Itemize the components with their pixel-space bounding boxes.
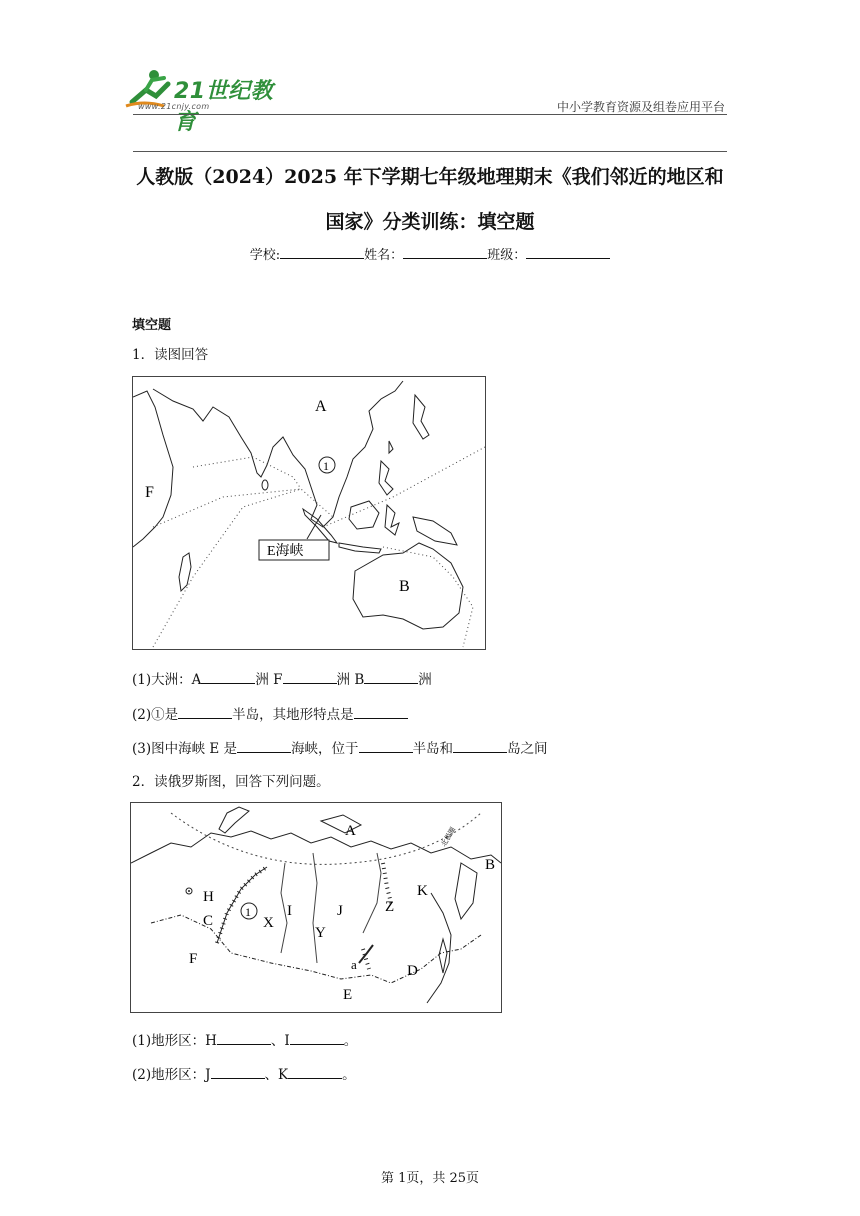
blank-continent-B[interactable]	[364, 669, 418, 684]
question-1-prompt: 1．读图回答	[132, 347, 209, 363]
blank-continent-A[interactable]	[201, 669, 255, 684]
map2-label-C: C	[203, 913, 214, 929]
river-lena	[363, 853, 381, 933]
q1-s3-text-c: 半岛和	[412, 741, 454, 757]
map2-label-Y: Y	[315, 925, 326, 941]
map1-label-A: A	[315, 398, 327, 415]
map2-label-E: E	[343, 987, 353, 1003]
q1-sub-2	[132, 703, 408, 723]
q1-s1-text-a: (1)大洲：A	[132, 672, 202, 688]
map1-label-B: B	[399, 578, 410, 595]
blank-strait-island[interactable]	[453, 738, 507, 753]
map2-label-H: H	[203, 889, 214, 905]
map1-strait-label: E海峡	[267, 544, 304, 559]
title-rule	[133, 151, 727, 152]
philippines	[379, 461, 393, 495]
map2-arctic-label: 北极圈	[439, 825, 458, 848]
ural-mountains	[217, 867, 267, 943]
q1-s1-text-c: 洲 B	[336, 672, 365, 688]
map-1-drawing	[133, 377, 485, 649]
q2-sub-2	[132, 1063, 356, 1083]
kamchatka	[455, 863, 477, 919]
taiwan	[389, 441, 393, 453]
map2-label-A: A	[345, 823, 356, 839]
q1-s3-text-a: (3)图中海峡 E 是	[132, 741, 238, 757]
q2-s2-text-a: (2)地形区：J	[132, 1067, 211, 1083]
class-label: 班级：	[487, 248, 527, 263]
madagascar	[179, 553, 191, 591]
ural-mountains-hatch	[217, 867, 267, 943]
q1-s1-text-b: 洲 F	[255, 672, 283, 688]
q1-s2-text-b: 半岛，其地形特点是	[232, 707, 354, 723]
borneo	[349, 501, 379, 529]
page-number: 第 1页，共 25页	[380, 1171, 480, 1186]
blank-terrain-feature[interactable]	[354, 704, 408, 719]
pacific-coast	[427, 893, 451, 1003]
sulawesi	[385, 505, 399, 535]
logo-url: www.21cnjy.com	[138, 102, 210, 111]
map-2-drawing	[131, 803, 501, 1012]
blank-landform-I[interactable]	[290, 1030, 344, 1045]
sakhalin	[439, 939, 447, 973]
map2-label-I: I	[287, 903, 292, 919]
shipping-route-2	[153, 489, 301, 527]
name-label: 姓名：	[364, 248, 404, 263]
blank-landform-K[interactable]	[288, 1064, 342, 1079]
map2-label-X: X	[263, 915, 274, 931]
map2-label-D: D	[407, 963, 418, 979]
blank-strait-peninsula[interactable]	[359, 738, 413, 753]
q2-sub-1	[132, 1029, 357, 1049]
map2-label-Z: Z	[385, 899, 395, 915]
q2-s1-text-b: 、I	[270, 1033, 290, 1049]
blank-peninsula[interactable]	[178, 704, 232, 719]
river-yenisei	[313, 853, 317, 963]
blank-landform-J[interactable]	[211, 1064, 265, 1079]
q1-s1-text-d: 洲	[418, 672, 432, 688]
moscow-marker-dot	[188, 890, 190, 892]
q2-s2-text-c: 。	[342, 1067, 356, 1083]
java	[339, 543, 381, 553]
q1-s3-text-b: 海峡，位于	[291, 741, 359, 757]
student-info-line	[133, 244, 727, 263]
verkhoyansk-mountains	[383, 863, 391, 903]
question-2-prompt: 2．读俄罗斯图，回答下列问题。	[132, 774, 330, 790]
shipping-route-3	[193, 457, 301, 489]
q1-s3-text-d: 岛之间	[507, 741, 548, 757]
shipping-route-1	[153, 489, 333, 647]
class-blank[interactable]	[526, 245, 610, 259]
map1-label-F: F	[145, 484, 154, 501]
q2-s1-text-a: (1)地形区：H	[132, 1033, 217, 1049]
q1-sub-3	[132, 737, 548, 757]
africa-coastline	[133, 391, 173, 547]
map2-label-K: K	[417, 883, 428, 899]
blank-strait-name[interactable]	[237, 738, 291, 753]
southeast-asia-map	[132, 376, 486, 650]
russia-map	[130, 802, 502, 1013]
school-label: 学校:	[249, 248, 281, 263]
logo-text: 21世纪教育	[174, 79, 274, 135]
novaya-zemlya	[219, 807, 249, 833]
map2-circle-1-label: 1	[245, 905, 251, 919]
page-title-line-2: 国家》分类训练：填空题	[325, 211, 535, 233]
q1-s2-text-a: (2)①是	[132, 707, 179, 723]
map2-label-B: B	[485, 857, 496, 873]
asia-coastline	[153, 381, 403, 527]
map2-label-J: J	[337, 903, 343, 919]
page-title-line-1: 人教版（2024）2025 年下学期七年级地理期末《我们邻近的地区和	[136, 166, 724, 188]
blank-continent-F[interactable]	[283, 669, 337, 684]
japan	[413, 395, 429, 439]
blank-landform-H[interactable]	[217, 1030, 271, 1045]
header-rule	[133, 114, 727, 115]
map2-label-F: F	[189, 951, 198, 967]
q1-sub-1	[132, 668, 432, 688]
new-guinea	[413, 517, 457, 545]
map2-label-a: a	[351, 957, 357, 972]
q2-s1-text-c: 。	[343, 1033, 358, 1049]
shipping-route-5	[383, 547, 473, 647]
section-title: 填空题	[132, 318, 172, 333]
name-blank[interactable]	[403, 245, 487, 259]
platform-name: 中小学教育资源及组卷应用平台	[556, 100, 725, 114]
school-blank[interactable]	[280, 245, 364, 259]
shipping-route-4	[323, 447, 485, 527]
q2-s2-text-b: 、K	[264, 1067, 289, 1083]
map1-circle-1-label: 1	[323, 459, 329, 473]
site-logo	[124, 66, 294, 135]
